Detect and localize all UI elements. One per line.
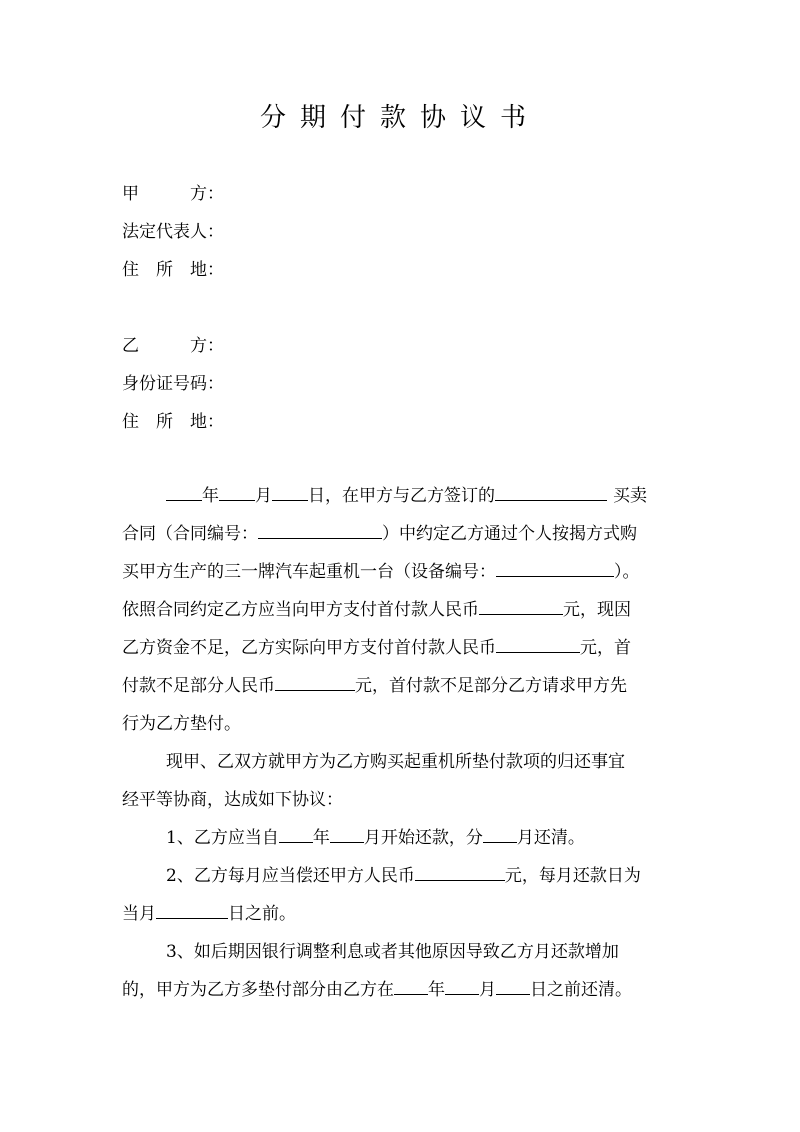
clause-3-line-1 — [166, 940, 619, 964]
actual-payment-text: 乙方资金不足，乙方实际向甲方支付首付款人民币 — [122, 638, 496, 658]
party-a-name-row — [122, 182, 224, 206]
equipment-close: ）。 — [614, 562, 640, 582]
contract-name-blank — [495, 484, 607, 501]
clause-3-month-label: 月 — [479, 980, 496, 1000]
clause-3-end: 日之前还清。 — [530, 980, 632, 1000]
month-label: 月 — [255, 486, 272, 506]
clause-1-start: 1、乙方应当自 — [166, 828, 279, 848]
party-b-id-label: 身份证号码： — [122, 374, 224, 394]
equipment-number-blank — [496, 560, 614, 577]
paragraph-1-line-6 — [122, 674, 627, 698]
clause-3-year-blank — [394, 978, 428, 995]
signing-text: 日，在甲方与乙方签订的 — [308, 486, 495, 506]
down-payment-unit: 元，现因 — [563, 600, 631, 620]
shortfall-blank — [275, 674, 355, 691]
paragraph-2-line-2 — [122, 788, 343, 812]
shortfall-text: 付款不足部分人民币 — [122, 676, 275, 696]
clause-1-end: 月还清。 — [516, 828, 585, 848]
clause-3-year-label: 年 — [428, 980, 445, 1000]
paragraph-1-line-4 — [122, 598, 631, 622]
clause-2-month-label: 当月 — [122, 904, 156, 924]
clause-2-start: 2、乙方每月应当偿还甲方人民币 — [166, 866, 415, 886]
clause-1-mid: 月开始还款，分 — [363, 828, 483, 848]
actual-payment-blank — [496, 636, 580, 653]
paragraph-2-line-1 — [166, 750, 625, 774]
clause-1-term-blank — [483, 826, 517, 843]
down-payment-blank — [479, 598, 563, 615]
party-b-address-label: 住 所 地： — [122, 412, 224, 432]
clause-1-month-blank — [330, 826, 364, 843]
paragraph-1-line-3 — [122, 560, 640, 584]
party-a-address-label: 住 所 地： — [122, 260, 224, 280]
paragraph-1-line-5 — [122, 636, 631, 660]
document-title: 分期付款协议书 — [259, 103, 540, 133]
party-b-name-label: 乙 方： — [122, 336, 224, 356]
clause-1-year-label: 年 — [312, 828, 330, 848]
paragraph-1-line-7 — [122, 712, 241, 736]
sale-text: 买卖 — [613, 486, 647, 506]
party-a-rep-row — [122, 220, 224, 244]
paragraph-1-line-2 — [122, 522, 637, 546]
clause-2-line-1 — [166, 864, 641, 888]
monthly-amount-blank — [415, 864, 505, 881]
down-payment-text: 依照合同约定乙方应当向甲方支付首付款人民币 — [122, 600, 479, 620]
clause-1-year-blank — [279, 826, 313, 843]
clause-3-day-blank — [496, 978, 530, 995]
clause-3-line-2 — [122, 978, 632, 1002]
day-blank — [272, 484, 308, 501]
party-b-id-row — [122, 372, 224, 396]
clause-1 — [166, 826, 585, 850]
negotiation-text: 现甲、乙双方就甲方为乙方购买起重机所垫付款项的归还事宜 — [166, 752, 625, 772]
clause-3-start: 3、如后期因银行调整利息或者其他原因导致乙方月还款增加 — [166, 942, 619, 962]
paragraph-1-line-1 — [166, 484, 647, 508]
contract-number-label: 合同（合同编号： — [122, 524, 258, 544]
clause-3-month-blank — [445, 978, 479, 995]
advance-text: 行为乙方垫付。 — [122, 714, 241, 734]
clause-2-end: 日之前。 — [228, 904, 296, 924]
party-a-rep-label: 法定代表人： — [122, 222, 224, 242]
party-b-address-row — [122, 410, 224, 434]
month-blank — [219, 484, 255, 501]
clause-3-text: 的，甲方为乙方多垫付部分由乙方在 — [122, 980, 394, 1000]
contract-number-blank — [258, 522, 382, 539]
shortfall-unit: 元，首付款不足部分乙方请求甲方先 — [355, 676, 627, 696]
actual-payment-unit: 元，首 — [580, 638, 631, 658]
agreement-text: 经平等协商，达成如下协议： — [122, 790, 343, 810]
mortgage-text: ）中约定乙方通过个人按揭方式购 — [382, 524, 637, 544]
year-blank — [166, 484, 202, 501]
equipment-text: 买甲方生产的三一牌汽车起重机一台（设备编号： — [122, 562, 496, 582]
clause-2-line-2 — [122, 902, 296, 926]
year-label: 年 — [202, 486, 219, 506]
party-a-address-row — [122, 258, 224, 282]
party-a-name-label: 甲 方： — [122, 184, 224, 204]
party-b-name-row — [122, 334, 224, 358]
payment-day-blank — [156, 902, 228, 919]
clause-2-mid: 元，每月还款日为 — [504, 866, 641, 886]
